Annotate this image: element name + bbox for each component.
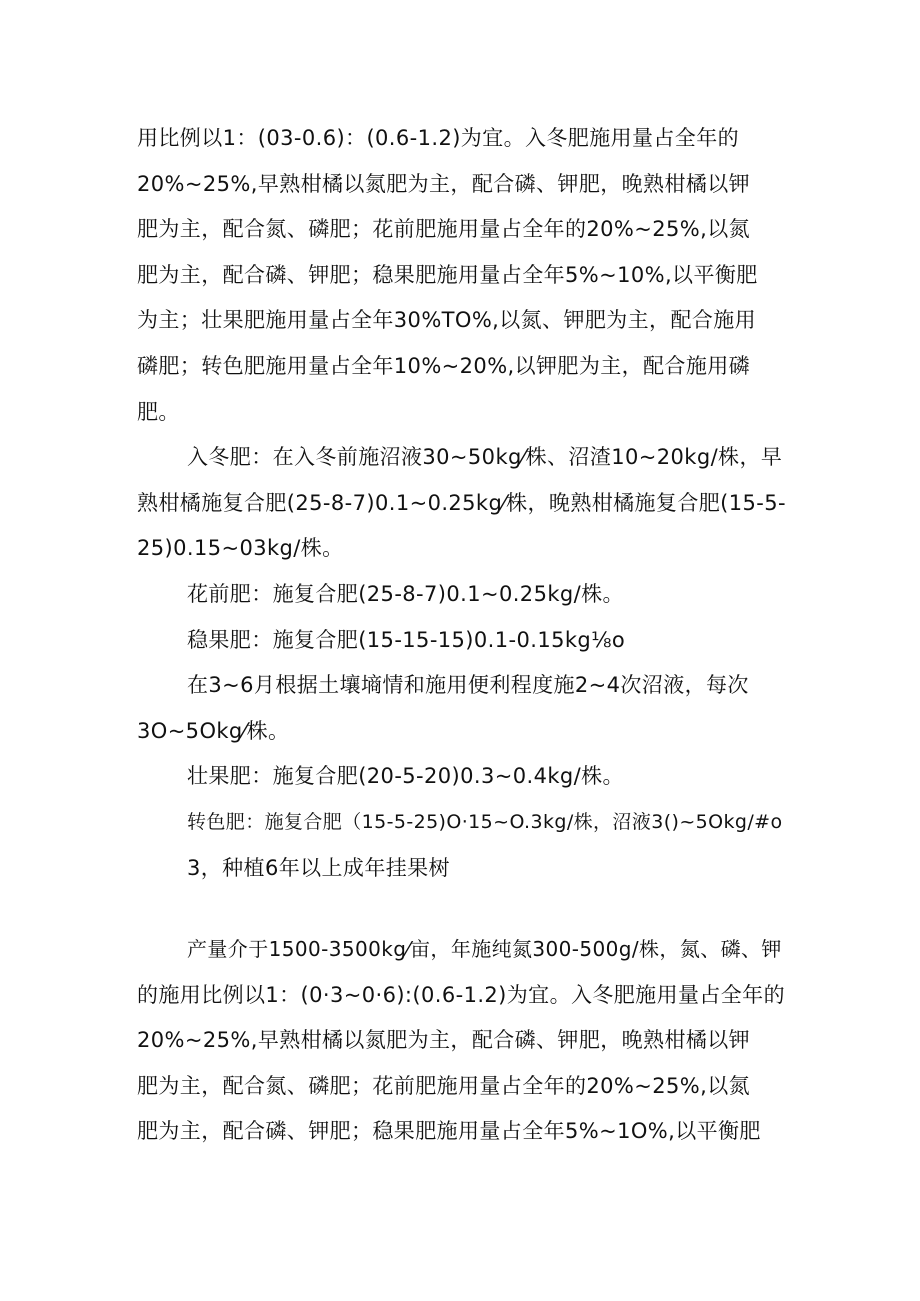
text-line: 产量介于1500-3500kg⁄亩，年施纯氮300-500g/株，氮、磷、钾 [187, 937, 782, 962]
text-line: 为主；壮果肥施用量占全年30%TO%,以氮、钾肥为主，配合施用 [137, 308, 757, 333]
text-line: 的施用比例以1：(0·3~0·6):(0.6-1.2)为宜。入冬肥施用量占全年的 [137, 982, 785, 1007]
paragraph-flower-fertilizer: 花前肥：施复合肥(25-8-7)0.1~0.25kg/株。 [187, 581, 624, 606]
text-line: 肥为主，配合氮、磷肥；花前肥施用量占全年的20%~25%,以氮 [137, 1073, 751, 1098]
text-line: 熟柑橘施复合肥(25-8-7)0.1~0.25kg⁄株，晚熟柑橘施复合肥(15-5- [137, 490, 786, 515]
text-line: 用比例以1：(03-0.6)：(0.6-1.2)为宜。入冬肥施用量占全年的 [137, 126, 739, 150]
paragraph-color-fertilizer: 转色肥：施复合肥（15-5-25)O·15~O.3kg/株，沼液3()~5Okg/#o [187, 810, 783, 833]
text-line: 3O~5Okg⁄株。 [137, 718, 290, 743]
text-line: 25)0.15~03kg/株。 [137, 536, 344, 561]
paragraph-biogas-application [137, 663, 787, 754]
text-line: 磷肥；转色肥施用量占全年10%~20%,以钾肥为主，配合施用磷 [137, 353, 751, 378]
paragraph-fertilizer-ratios [137, 116, 787, 435]
text-line: 肥为主，配合磷、钾肥；稳果肥施用量占全年5%~1O%,以平衡肥 [137, 1119, 761, 1144]
paragraph-stable-fruit-fertilizer: 稳果肥：施复合肥(15-15-15)0.1-0.15kg⅛o [187, 627, 626, 652]
document-body [137, 116, 787, 1155]
paragraph-strong-fruit-fertilizer: 壮果肥：施复合肥(20-5-20)0.3~0.4kg/株。 [187, 764, 624, 789]
text-line: 肥为主，配合氮、磷肥；花前肥施用量占全年的20%~25%,以氮 [137, 217, 751, 242]
text-line: 入冬肥：在入冬前施沼液30~50kg⁄株、沼渣10~20kg/株，早 [187, 445, 783, 470]
text-line: 在3~6月根据土壤墒情和施用便利程度施2~4次沼液，每次 [187, 673, 749, 698]
paragraph-mature-trees [137, 927, 787, 1155]
section-spacer [137, 891, 787, 927]
text-line: 肥为主，配合磷、钾肥；稳果肥施用量占全年5%~10%,以平衡肥 [137, 262, 758, 287]
section-heading: 3，种植6年以上成年挂果树 [187, 855, 450, 880]
text-line: 20%~25%,早熟柑橘以氮肥为主，配合磷、钾肥，晚熟柑橘以钾 [137, 1028, 751, 1053]
paragraph-winter-fertilizer [137, 435, 787, 572]
text-line: 肥。 [137, 399, 180, 424]
text-line: 20%~25%,早熟柑橘以氮肥为主，配合磷、钾肥，晚熟柑橘以钾 [137, 171, 751, 196]
